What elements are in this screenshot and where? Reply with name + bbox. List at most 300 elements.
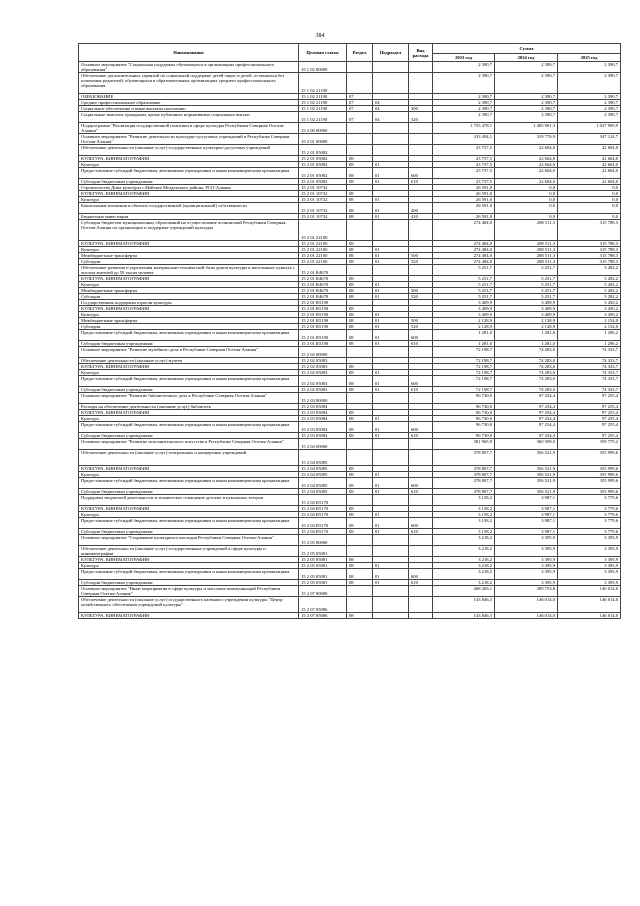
row-name-cell: Предоставление субсидий бюджетным, автономным учреждениям и иным некоммерческим организациям [79, 376, 299, 387]
row-name-cell: Среднее профессиональное образование [79, 100, 299, 106]
row-sum-2024-cell: 97 254,4 [495, 433, 558, 439]
row-code-cell: 15 2 05 05081 [299, 557, 347, 563]
row-subsection-cell: 01 [373, 247, 409, 253]
row-name-cell: Культура [79, 197, 299, 203]
row-sum-2024-cell: 356 521,9 [495, 450, 558, 466]
row-code-cell: 15 2 01 R5190 [299, 318, 347, 324]
row-code-cell: 15 2 01 05082 [299, 162, 347, 168]
row-expense-type-cell: 610 [409, 179, 433, 185]
row-sum-2024-cell: 2 390,7 [495, 106, 558, 112]
table-header [79, 44, 621, 62]
row-expense-type-cell: 600 [409, 330, 433, 341]
row-name-cell: Основное мероприятие "Развитие библиотечного дела в Республике Северная Осетия-Алания" [79, 393, 299, 404]
row-sum-2023-cell: 3 409,9 [433, 306, 495, 312]
row-sum-2025-cell: 97 255,4 [558, 433, 621, 439]
row-expense-type-cell: 520 [409, 294, 433, 300]
row-subsection-cell: 01 [373, 518, 409, 529]
row-sum-2024-cell: 3 395,9 [495, 569, 558, 580]
table-row [79, 569, 621, 580]
row-section-cell: 08 [347, 364, 373, 370]
row-name-cell: КУЛЬТУРА, КИНЕМАТОГРАФИЯ [79, 410, 299, 416]
table-row [79, 495, 621, 506]
row-subsection-cell: 01 [373, 197, 409, 203]
row-sum-2024-cell: 356 521,9 [495, 478, 558, 489]
row-subsection-cell: 01 [373, 563, 409, 569]
row-sum-2025-cell: 3 779,6 [558, 529, 621, 535]
row-sum-2025-cell: 315 788,3 [558, 247, 621, 253]
row-expense-type-cell [409, 439, 433, 450]
table-row [79, 62, 621, 73]
row-sum-2024-cell: 0,0 [495, 197, 558, 203]
row-code-cell: 15 2 04 R5170 [299, 495, 347, 506]
row-sum-2023-cell: 1 755 478,1 [433, 123, 495, 134]
row-section-cell: 08 [347, 416, 373, 422]
row-sum-2024-cell: 5 251,7 [495, 265, 558, 276]
row-section-cell: 08 [347, 370, 373, 376]
row-name-cell: Предоставление субсидий бюджетным, автономным учреждениям и иным некоммерческим организациям [79, 168, 299, 179]
row-sum-2025-cell: 5 282,2 [558, 282, 621, 288]
row-sum-2023-cell: 378 807,7 [433, 478, 495, 489]
row-sum-2023-cell: 96 730,0 [433, 393, 495, 404]
row-code-cell: 15 2 01 R4670 [299, 294, 347, 300]
row-sum-2024-cell: 97 254,4 [495, 410, 558, 416]
row-expense-type-cell [409, 546, 433, 557]
row-sum-2024-cell: 3 987,1 [495, 506, 558, 512]
row-sum-2024-cell: 3 395,9 [495, 557, 558, 563]
row-sum-2023-cell: 72 198,7 [433, 376, 495, 387]
row-sum-2025-cell: 2 390,7 [558, 106, 621, 112]
row-expense-type-cell: 600 [409, 478, 433, 489]
row-sum-2024-cell: 74 283,0 [495, 387, 558, 393]
row-sum-2023-cell: 26 591,0 [433, 185, 495, 191]
row-sum-2025-cell: 22 604,0 [558, 156, 621, 162]
budget-table [78, 43, 621, 619]
header-code: Целевая статья [299, 44, 347, 62]
row-name-cell: Расходы на обеспечение деятельности (оказание услуг) библиотек [79, 404, 299, 410]
row-name-cell: Субсидии бюджетам муниципальных образований на осуществление полномочий Республики Северная Осетия-Алания по организации и поддержке учреждений культуры [79, 220, 299, 241]
row-sum-2023-cell: 1 281,0 [433, 341, 495, 347]
row-sum-2023-cell: 26 591,0 [433, 197, 495, 203]
row-section-cell [347, 265, 373, 276]
row-expense-type-cell: 600 [409, 422, 433, 433]
row-subsection-cell: 01 [373, 569, 409, 580]
row-name-cell: Субсидии бюджетным учреждениям [79, 433, 299, 439]
row-code-cell: 15 2 05 05081 [299, 546, 347, 557]
row-name-cell: Государственная поддержка отрасли культуры [79, 300, 299, 306]
row-sum-2025-cell: 1 027 900,9 [558, 123, 621, 134]
row-code-cell: 15 2 04 R5170 [299, 506, 347, 512]
row-expense-type-cell: 500 [409, 253, 433, 259]
row-sum-2024-cell: 3 409,9 [495, 306, 558, 312]
row-name-cell: КУЛЬТУРА, КИНЕМАТОГРАФИЯ [79, 506, 299, 512]
row-section-cell: 07 [347, 112, 373, 123]
row-code-cell: 15 2 01 22100 [299, 259, 347, 265]
row-subsection-cell: 01 [373, 489, 409, 495]
row-sum-2023-cell: 5 251,7 [433, 288, 495, 294]
row-expense-type-cell [409, 495, 433, 506]
row-name-cell: КУЛЬТУРА, КИНЕМАТОГРАФИЯ [79, 557, 299, 563]
row-subsection-cell [373, 134, 409, 145]
row-sum-2024-cell: 5 251,7 [495, 288, 558, 294]
row-sum-2024-cell: 3 395,9 [495, 563, 558, 569]
row-sum-2023-cell: 378 807,7 [433, 489, 495, 495]
row-sum-2023-cell: 72 198,7 [433, 370, 495, 376]
row-section-cell: 08 [347, 318, 373, 324]
row-code-cell: 15 2 01 10732 [299, 197, 347, 203]
row-expense-type-cell: 610 [409, 387, 433, 393]
row-code-cell: 15 2 01 R5190 [299, 324, 347, 330]
row-name-cell: Субсидии бюджетным учреждениям [79, 580, 299, 586]
header-subsection: Подраздел [373, 44, 409, 62]
row-sum-2024-cell: 0,0 [495, 185, 558, 191]
row-sum-2023-cell: 3 409,9 [433, 312, 495, 318]
row-section-cell: 08 [347, 191, 373, 197]
header-year-2023: 2023 год [433, 54, 495, 62]
row-sum-2023-cell: 23 757,5 [433, 162, 495, 168]
row-code-cell: 15 2 04 05085 [299, 466, 347, 472]
row-sum-2025-cell: 1 296,2 [558, 330, 621, 341]
row-section-cell: 08 [347, 569, 373, 580]
row-section-cell: 07 [347, 94, 373, 100]
row-code-cell: 15 2 01 05082 [299, 179, 347, 185]
row-section-cell: 08 [347, 341, 373, 347]
row-sum-2023-cell: 378 807,7 [433, 472, 495, 478]
row-sum-2023-cell: 3 158,2 [433, 495, 495, 506]
row-expense-type-cell: 610 [409, 433, 433, 439]
row-section-cell: 08 [347, 312, 373, 318]
row-sum-2025-cell: 3 395,9 [558, 546, 621, 557]
row-name-cell: Основное мероприятие "Развитие музейного дела в Республике Северная Осетия-Алания" [79, 347, 299, 358]
row-code-cell: 15 2 01 22100 [299, 247, 347, 253]
row-sum-2023-cell: 2 390,7 [433, 62, 495, 73]
row-subsection-cell: 01 [373, 341, 409, 347]
row-code-cell: 15 2 04 00000 [299, 439, 347, 450]
row-name-cell: Основное мероприятие "Социальная поддержка обучающихся в организациях профессионального образования" [79, 62, 299, 73]
row-name-cell: КУЛЬТУРА, КИНЕМАТОГРАФИЯ [79, 364, 299, 370]
row-name-cell: Капитальные вложения в объекты государственной (муниципальной) собственности [79, 203, 299, 214]
row-sum-2024-cell: 356 521,9 [495, 466, 558, 472]
row-sum-2024-cell: 3 987,1 [495, 495, 558, 506]
row-sum-2025-cell: 359 779,2 [558, 439, 621, 450]
row-section-cell [347, 535, 373, 546]
row-sum-2023-cell: 23 757,5 [433, 145, 495, 156]
row-expense-type-cell: 410 [409, 214, 433, 220]
row-sum-2023-cell: 3 218,2 [433, 569, 495, 580]
row-code-cell: 15 2 07 05086 [299, 597, 347, 613]
row-name-cell: Предоставление субсидий бюджетным, автономным учреждениям и иным некоммерческим организациям [79, 422, 299, 433]
row-sum-2023-cell: 2 390,7 [433, 100, 495, 106]
row-sum-2024-cell: 22 604,0 [495, 168, 558, 179]
row-subsection-cell: 01 [373, 330, 409, 341]
table-row [79, 330, 621, 341]
row-subsection-cell: 01 [373, 312, 409, 318]
row-code-cell: 15 2 03 05084 [299, 433, 347, 439]
row-code-cell: 15 2 05 00000 [299, 535, 347, 546]
row-sum-2025-cell: 22 604,0 [558, 179, 621, 185]
row-section-cell [347, 393, 373, 404]
row-name-cell: Субсидии бюджетным учреждениям [79, 341, 299, 347]
row-sum-2024-cell: 2 390,7 [495, 112, 558, 123]
row-subsection-cell: 01 [373, 259, 409, 265]
row-section-cell: 08 [347, 466, 373, 472]
row-sum-2025-cell: 3 395,9 [558, 563, 621, 569]
row-sum-2025-cell: 355 999,6 [558, 472, 621, 478]
row-subsection-cell: 04 [373, 100, 409, 106]
row-code-cell: 15 2 02 05083 [299, 364, 347, 370]
row-sum-2023-cell: 5 251,7 [433, 276, 495, 282]
table-row [79, 376, 621, 387]
row-sum-2023-cell: 3 158,2 [433, 512, 495, 518]
row-sum-2025-cell: 97 255,4 [558, 422, 621, 433]
row-code-cell: 15 2 02 05083 [299, 370, 347, 376]
row-sum-2024-cell: 2 128,9 [495, 324, 558, 330]
row-code-cell: 15 2 01 R4670 [299, 276, 347, 282]
row-section-cell [347, 134, 373, 145]
row-section-cell: 08 [347, 276, 373, 282]
row-subsection-cell [373, 220, 409, 241]
row-expense-type-cell [409, 393, 433, 404]
row-subsection-cell [373, 62, 409, 73]
row-subsection-cell: 01 [373, 387, 409, 393]
row-section-cell [347, 73, 373, 94]
row-expense-type-cell [409, 220, 433, 241]
header-name: Наименование [79, 44, 299, 62]
row-code-cell: 15 2 01 22100 [299, 220, 347, 241]
row-sum-2025-cell: 3 395,9 [558, 557, 621, 563]
row-sum-2023-cell: 3 218,2 [433, 563, 495, 569]
row-sum-2023-cell: 96 730,0 [433, 410, 495, 416]
row-sum-2025-cell: 2 390,7 [558, 62, 621, 73]
row-subsection-cell: 01 [373, 472, 409, 478]
row-code-cell: 15 2 07 05086 [299, 613, 347, 619]
row-name-cell: Субсидии бюджетным учреждениям [79, 529, 299, 535]
row-section-cell: 08 [347, 472, 373, 478]
row-name-cell: Культура [79, 563, 299, 569]
row-name-cell: Предоставление субсидий бюджетным, автономным учреждениям и иным некоммерческим организациям [79, 518, 299, 529]
row-section-cell: 08 [347, 512, 373, 518]
row-subsection-cell: 01 [373, 512, 409, 518]
row-sum-2024-cell: 3 987,1 [495, 512, 558, 518]
table-row [79, 518, 621, 529]
row-sum-2024-cell: 2 390,7 [495, 73, 558, 94]
row-code-cell: 15 2 01 R4670 [299, 288, 347, 294]
row-expense-type-cell [409, 265, 433, 276]
row-name-cell: Субсидии бюджетным учреждениям [79, 179, 299, 185]
table-row [79, 393, 621, 404]
table-row [79, 220, 621, 241]
row-section-cell: 08 [347, 506, 373, 512]
row-subsection-cell: 01 [373, 253, 409, 259]
row-section-cell: 08 [347, 288, 373, 294]
row-name-cell: Культура [79, 282, 299, 288]
row-sum-2025-cell: 97 255,4 [558, 416, 621, 422]
row-sum-2024-cell: 3 409,9 [495, 300, 558, 306]
row-expense-type-cell: 600 [409, 376, 433, 387]
row-code-cell: 15 1 02 00000 [299, 62, 347, 73]
row-sum-2024-cell: 74 283,0 [495, 358, 558, 364]
row-section-cell: 08 [347, 294, 373, 300]
row-sum-2023-cell: 2 128,9 [433, 318, 495, 324]
row-section-cell: 08 [347, 376, 373, 387]
header-year-2024: 2024 год [495, 54, 558, 62]
row-sum-2023-cell: 268 269,1 [433, 586, 495, 597]
row-subsection-cell: 04 [373, 112, 409, 123]
row-sum-2025-cell: 5 282,2 [558, 276, 621, 282]
row-section-cell: 08 [347, 613, 373, 619]
row-sum-2024-cell: 146 014,0 [495, 613, 558, 619]
row-sum-2024-cell: 2 390,7 [495, 94, 558, 100]
row-sum-2025-cell: 355 999,6 [558, 466, 621, 472]
table-row [79, 145, 621, 156]
row-section-cell: 07 [347, 100, 373, 106]
header-year-2025: 2025 год [558, 54, 621, 62]
row-code-cell: 15 2 01 10732 [299, 214, 347, 220]
row-sum-2024-cell: 0,0 [495, 214, 558, 220]
table-body [79, 62, 621, 619]
table-row [79, 546, 621, 557]
row-sum-2024-cell: 288 511,3 [495, 241, 558, 247]
row-sum-2023-cell: 2 390,7 [433, 106, 495, 112]
row-sum-2025-cell: 347 124,7 [558, 134, 621, 145]
row-expense-type-cell: 610 [409, 341, 433, 347]
row-code-cell: 15 2 03 05084 [299, 410, 347, 416]
row-sum-2023-cell: 381 965,9 [433, 439, 495, 450]
row-sum-2025-cell: 3 450,2 [558, 306, 621, 312]
row-section-cell [347, 145, 373, 156]
row-subsection-cell [373, 265, 409, 276]
row-sum-2025-cell: 2 390,7 [558, 73, 621, 94]
row-section-cell [347, 597, 373, 613]
table-row [79, 168, 621, 179]
row-name-cell: Культура [79, 512, 299, 518]
row-name-cell: Основное мероприятие "Развитие деятельности культурно-досуговых учреждений в Республике Северная Осетия-Алания" [79, 134, 299, 145]
table-row [79, 586, 621, 597]
row-sum-2025-cell: 146 014,0 [558, 597, 621, 613]
row-section-cell: 08 [347, 253, 373, 259]
row-expense-type-cell [409, 134, 433, 145]
header-sum: Сумма [433, 44, 621, 54]
row-subsection-cell [373, 546, 409, 557]
row-subsection-cell: 01 [373, 288, 409, 294]
row-code-cell: 15 2 04 R5170 [299, 512, 347, 518]
row-sum-2025-cell: 74 333,7 [558, 347, 621, 358]
row-name-cell: Межбюджетные трансферты [79, 318, 299, 324]
row-name-cell: Основное мероприятие "Сохранение культурного наследия Республики Северная Осетия-Алания" [79, 535, 299, 546]
row-expense-type-cell [409, 597, 433, 613]
row-section-cell [347, 450, 373, 466]
row-expense-type-cell: 500 [409, 318, 433, 324]
row-expense-type-cell: 320 [409, 112, 433, 123]
row-code-cell: 15 2 04 R5170 [299, 529, 347, 535]
row-name-cell: Бюджетные инвестиции [79, 214, 299, 220]
row-section-cell: 08 [347, 214, 373, 220]
row-sum-2025-cell: 355 999,6 [558, 489, 621, 495]
row-subsection-cell [373, 495, 409, 506]
row-code-cell: 15 1 02 21190 [299, 100, 347, 106]
row-code-cell: 15 2 01 R4670 [299, 282, 347, 288]
row-name-cell: КУЛЬТУРА, КИНЕМАТОГРАФИЯ [79, 466, 299, 472]
row-sum-2023-cell: 333 494,1 [433, 134, 495, 145]
row-sum-2025-cell: 22 604,0 [558, 162, 621, 168]
row-sum-2025-cell: 3 395,9 [558, 569, 621, 580]
row-sum-2025-cell: 146 014,0 [558, 613, 621, 619]
row-sum-2024-cell: 3 395,9 [495, 535, 558, 546]
row-code-cell: 15 2 05 05081 [299, 569, 347, 580]
row-code-cell: 15 2 01 22100 [299, 241, 347, 247]
row-code-cell: 15 2 07 00000 [299, 586, 347, 597]
row-name-cell: Обеспечение деятельности (оказание услуг) музеев [79, 358, 299, 364]
row-subsection-cell: 01 [373, 162, 409, 168]
row-name-cell: Культура [79, 472, 299, 478]
row-name-cell: Подпрограмма "Реализация государственной политики в сфере культуры Республики Северная Осетия-Алания" [79, 123, 299, 134]
row-subsection-cell: 01 [373, 214, 409, 220]
row-name-cell: Межбюджетные трансферты [79, 253, 299, 259]
row-sum-2024-cell: 288 511,3 [495, 259, 558, 265]
row-sum-2024-cell: 356 521,9 [495, 472, 558, 478]
row-sum-2024-cell: 2 390,7 [495, 62, 558, 73]
row-sum-2024-cell: 0,0 [495, 203, 558, 214]
row-subsection-cell: 01 [373, 318, 409, 324]
row-expense-type-cell [409, 62, 433, 73]
row-sum-2025-cell: 74 333,7 [558, 376, 621, 387]
row-code-cell: 15 1 02 21190 [299, 106, 347, 112]
row-section-cell: 08 [347, 489, 373, 495]
row-subsection-cell [373, 73, 409, 94]
row-expense-type-cell [409, 450, 433, 466]
row-sum-2025-cell: 5 282,2 [558, 288, 621, 294]
row-sum-2025-cell: 2 154,0 [558, 318, 621, 324]
row-sum-2023-cell: 23 757,5 [433, 168, 495, 179]
row-name-cell: Предоставление субсидий бюджетным, автономным учреждениям и иным некоммерческим организациям [79, 478, 299, 489]
row-section-cell [347, 495, 373, 506]
row-code-cell: 15 2 02 05083 [299, 358, 347, 364]
row-sum-2024-cell: 1 405 901,3 [495, 123, 558, 134]
table-row [79, 112, 621, 123]
row-sum-2023-cell: 2 390,7 [433, 94, 495, 100]
row-sum-2023-cell: 274 484,0 [433, 241, 495, 247]
row-expense-type-cell: 400 [409, 203, 433, 214]
row-code-cell: 15 2 04 05085 [299, 472, 347, 478]
row-sum-2025-cell: 22 604,0 [558, 168, 621, 179]
row-name-cell: КУЛЬТУРА, КИНЕМАТОГРАФИЯ [79, 241, 299, 247]
row-sum-2024-cell: 5 251,7 [495, 294, 558, 300]
row-sum-2024-cell: 97 254,4 [495, 393, 558, 404]
row-section-cell: 08 [347, 241, 373, 247]
row-subsection-cell: 01 [373, 370, 409, 376]
row-sum-2023-cell: 274 484,0 [433, 220, 495, 241]
row-sum-2025-cell: 97 255,4 [558, 393, 621, 404]
row-sum-2025-cell: 74 333,7 [558, 387, 621, 393]
row-sum-2023-cell: 274 484,0 [433, 259, 495, 265]
row-name-cell: Обеспечение деятельности (оказание услуг) государственных культурно-досуговых учреждений [79, 145, 299, 156]
row-subsection-cell [373, 586, 409, 597]
row-name-cell: Основное мероприятие "Иные мероприятия в сфере культуры и массовых коммуникаций Республики Северная Осетия-Алания" [79, 586, 299, 597]
row-name-cell: Межбюджетные трансферты [79, 288, 299, 294]
row-sum-2023-cell: 3 218,2 [433, 580, 495, 586]
row-sum-2023-cell: 2 390,7 [433, 112, 495, 123]
row-section-cell: 08 [347, 529, 373, 535]
row-code-cell: 15 1 02 21190 [299, 112, 347, 123]
row-name-cell: КУЛЬТУРА, КИНЕМАТОГРАФИЯ [79, 156, 299, 162]
row-code-cell: 15 1 02 21190 [299, 73, 347, 94]
row-sum-2024-cell: 288 511,3 [495, 247, 558, 253]
table-row [79, 535, 621, 546]
row-sum-2023-cell: 72 198,7 [433, 364, 495, 370]
row-name-cell: Культура [79, 247, 299, 253]
row-sum-2023-cell: 2 128,9 [433, 324, 495, 330]
row-sum-2024-cell: 5 251,7 [495, 276, 558, 282]
row-sum-2025-cell: 0,0 [558, 214, 621, 220]
